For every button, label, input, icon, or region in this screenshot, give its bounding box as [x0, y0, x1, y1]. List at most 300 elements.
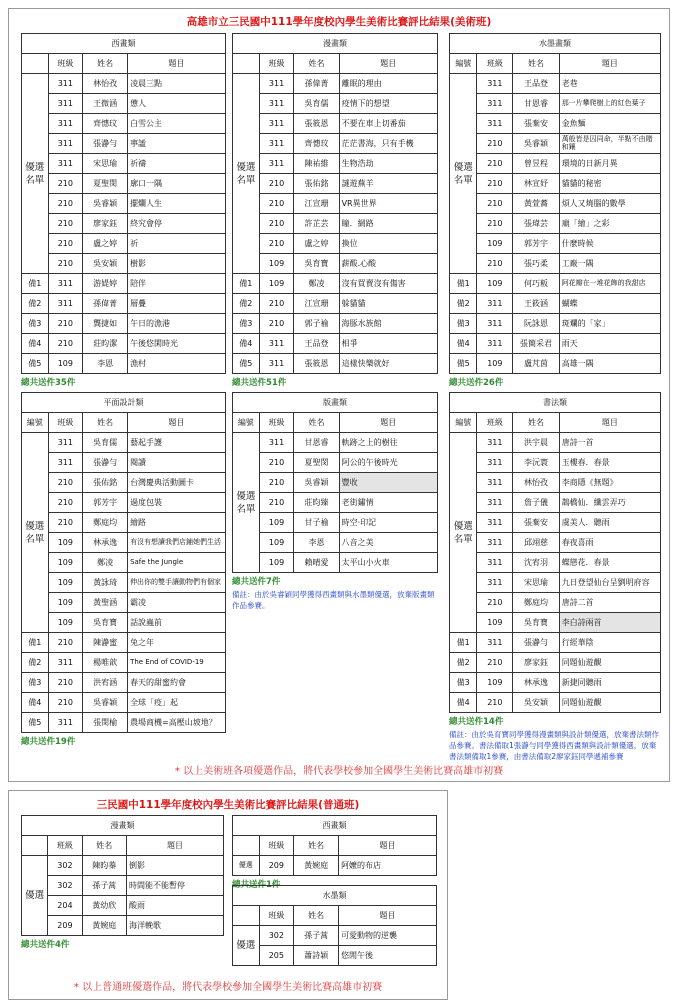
name-cell: 黃聖涵 [83, 593, 128, 613]
name-cell: 曾昱程 [513, 154, 559, 174]
class-cell: 210 [259, 294, 294, 314]
column-header: 題目 [127, 836, 224, 856]
class-cell: 311 [477, 433, 513, 453]
table-row [450, 693, 661, 713]
name-cell: 孫偉菁 [294, 74, 339, 94]
column-header: 班級 [259, 413, 294, 433]
alternate-number: 備4 [22, 334, 49, 354]
title-cell: 藝起手護 [128, 433, 226, 453]
table-row [233, 174, 438, 194]
results-table [21, 392, 226, 733]
name-cell: 齊憓玟 [294, 134, 339, 154]
group-label: 優選名單 [22, 433, 49, 633]
class-cell: 210 [48, 473, 83, 493]
section-shuimo [449, 33, 661, 388]
table-row [22, 916, 224, 936]
alternate-number: 備1 [22, 633, 49, 653]
regular-section-shuimo [232, 885, 437, 966]
table-row [233, 553, 438, 573]
class-cell: 311 [48, 114, 83, 134]
title-cell: 繪路 [128, 513, 226, 533]
class-cell: 311 [48, 94, 83, 114]
name-cell: 吳育寶 [513, 613, 559, 633]
name-cell: 張巧柔 [513, 254, 559, 274]
title-cell: 酸雨 [127, 896, 224, 916]
name-cell: 郭芳宇 [83, 493, 128, 513]
class-cell: 311 [477, 314, 513, 334]
table-row [233, 433, 438, 453]
table-row [22, 354, 226, 374]
category-name: 水墨類 [233, 886, 437, 906]
title-cell: 那一片攀爬樹上的紅色葉子 [559, 94, 660, 114]
column-header: 編號 [450, 54, 477, 74]
table-row [233, 234, 438, 254]
column-header: 姓名 [82, 836, 126, 856]
table-row [450, 593, 661, 613]
title-cell: 行經華陰 [559, 633, 660, 653]
name-cell: 盧芃茵 [513, 354, 559, 374]
name-cell: 吳育儒 [83, 433, 128, 453]
section-shufa [449, 392, 661, 762]
name-cell: 陳昀蓁 [82, 856, 126, 876]
results-table [232, 392, 438, 573]
name-cell: 孫子蒿 [82, 876, 126, 896]
title-cell: 倒影 [127, 856, 224, 876]
regular-section-xihua [232, 815, 437, 890]
class-cell: 109 [48, 354, 83, 374]
regular-class-footer: * 以上普通班優選作品，將代表學校參加全國學生美術比賽高雄市初賽 [73, 982, 383, 993]
title-cell: 兔之年 [128, 633, 226, 653]
class-cell: 109 [477, 673, 513, 693]
class-cell: 302 [259, 926, 294, 946]
table-row [233, 354, 438, 374]
table-row [450, 433, 661, 453]
name-cell: 郭芳宇 [513, 234, 559, 254]
column-header [233, 54, 260, 74]
class-cell: 210 [48, 673, 83, 693]
table-row [233, 114, 438, 134]
name-cell: 詹子儀 [513, 493, 559, 513]
column-header: 姓名 [513, 413, 559, 433]
class-cell: 205 [259, 946, 294, 966]
title-cell: 海洋輓歌 [127, 916, 224, 936]
name-cell: 甘恩睿 [513, 94, 559, 114]
table-row [233, 274, 438, 294]
title-cell: The End of COVID-19 [128, 653, 226, 673]
table-row [450, 453, 661, 473]
title-cell: 蝴蝶 [559, 294, 660, 314]
column-header: 班級 [259, 54, 294, 74]
alternate-number: 備3 [22, 673, 49, 693]
title-cell: 雨天 [559, 334, 660, 354]
title-cell: 這樣快樂就好 [339, 354, 437, 374]
art-class-footer: * 以上美術班各項優選作品，將代表學校參加全國學生美術比賽高雄市初賽 [174, 766, 504, 777]
title-cell: 謎遊蕪羊 [339, 174, 437, 194]
total-count: 總共送件51件 [232, 378, 287, 388]
class-cell: 210 [477, 174, 513, 194]
name-cell: 張棄安 [513, 114, 559, 134]
table-row [22, 633, 226, 653]
table-row [450, 314, 661, 334]
name-cell: 陳瀞蜜 [83, 633, 128, 653]
name-cell: 賴晴愛 [294, 553, 339, 573]
class-cell: 210 [477, 214, 513, 234]
name-cell: 黃萱蕎 [513, 194, 559, 214]
category-name: 西畫類 [233, 816, 437, 836]
table-row [22, 274, 226, 294]
group-label: 優選名單 [233, 74, 260, 274]
table-row [450, 533, 661, 553]
total-count: 總共送件26件 [449, 378, 504, 388]
name-cell: 吳安穎 [83, 254, 128, 274]
name-cell: 吳育儒 [294, 94, 339, 114]
class-cell: 210 [48, 314, 83, 334]
class-cell: 209 [259, 856, 294, 876]
title-cell: 躲貓貓 [339, 294, 437, 314]
column-header: 班級 [48, 413, 83, 433]
title-cell: 同題仙遊觀 [559, 693, 660, 713]
class-cell: 210 [48, 334, 83, 354]
class-cell: 311 [477, 493, 513, 513]
results-table [449, 392, 661, 713]
class-cell: 210 [477, 593, 513, 613]
title-cell: 憊人 [128, 94, 226, 114]
title-cell: 祈 [128, 234, 226, 254]
name-cell: 林怡孜 [83, 74, 128, 94]
column-header [22, 836, 48, 856]
total-count: 總共送件4件 [21, 940, 70, 950]
total-count: 總共送件19件 [21, 737, 76, 747]
title-cell: 換位 [339, 234, 437, 254]
column-header: 班級 [259, 906, 294, 926]
class-cell: 311 [48, 294, 83, 314]
table-row [450, 294, 661, 314]
table-row [450, 553, 661, 573]
name-cell: 沈宥羽 [513, 553, 559, 573]
class-cell: 210 [477, 134, 513, 154]
column-header: 班級 [477, 413, 513, 433]
column-header: 姓名 [83, 54, 128, 74]
table-row [233, 154, 438, 174]
table-row [450, 214, 661, 234]
table-row [450, 114, 661, 134]
class-cell: 311 [259, 94, 294, 114]
name-cell: 阮詠恩 [513, 314, 559, 334]
title-cell: 斑斕的「家」 [559, 314, 660, 334]
title-cell: 太平山小火車 [339, 553, 437, 573]
name-cell: 莊昀臻 [294, 493, 339, 513]
title-cell: 生物浩劫 [339, 154, 437, 174]
table-row [450, 194, 661, 214]
alternate-number: 備1 [450, 274, 477, 294]
title-cell: 沒有買賣沒有傷害 [339, 274, 437, 294]
class-cell: 109 [48, 593, 83, 613]
results-table [21, 815, 224, 936]
title-cell: 唐詩二首 [559, 593, 660, 613]
class-cell: 109 [477, 274, 513, 294]
class-cell: 210 [48, 254, 83, 274]
table-row [22, 114, 226, 134]
table-row [233, 134, 438, 154]
alternate-number: 備5 [22, 354, 49, 374]
title-cell: 漁村 [128, 354, 226, 374]
art-class-title: 高雄市立三民國中111學年度校內學生美術比賽評比結果(美術班) [186, 16, 492, 28]
title-cell: 有沒有想讀我們店鋪她們生活 [128, 533, 226, 553]
table-row [233, 74, 438, 94]
title-cell: 唐詩一首 [559, 433, 660, 453]
name-cell: 游媞婷 [83, 274, 128, 294]
class-cell: 311 [477, 74, 513, 94]
name-cell: 宋思瑜 [513, 573, 559, 593]
title-cell: 鵲橋仙．纖雲弄巧 [559, 493, 660, 513]
category-name: 書法類 [450, 393, 661, 413]
title-cell: 李白詩兩首 [559, 613, 660, 633]
class-cell: 210 [477, 653, 513, 673]
title-cell: 樹影 [128, 254, 226, 274]
name-cell: 李恩 [83, 354, 128, 374]
results-table [232, 885, 437, 966]
name-cell: 張佑銘 [294, 174, 339, 194]
name-cell: 張瀞勻 [83, 453, 128, 473]
table-row [450, 274, 661, 294]
name-cell: 張閔榆 [83, 713, 128, 733]
class-cell: 210 [477, 254, 513, 274]
name-cell: 吳睿穎 [83, 693, 128, 713]
alternate-number: 備3 [22, 314, 49, 334]
table-row [22, 493, 226, 513]
title-cell: 軌跡之上的樹往 [339, 433, 437, 453]
title-cell: 台灣慶典活動圖卡 [128, 473, 226, 493]
column-header: 題目 [128, 413, 226, 433]
results-table [232, 33, 438, 374]
table-row [22, 693, 226, 713]
title-cell: 環境的日新月異 [559, 154, 660, 174]
table-row [22, 74, 226, 94]
alternate-number: 備4 [450, 693, 477, 713]
class-cell: 311 [477, 94, 513, 114]
table-row [233, 314, 438, 334]
column-header: 題目 [339, 413, 437, 433]
name-cell: 鄭凌 [294, 274, 339, 294]
alternate-number: 備4 [450, 334, 477, 354]
title-cell: 疫情下的想望 [339, 94, 437, 114]
table-row [22, 94, 226, 114]
name-cell: 張棄安 [513, 513, 559, 533]
remark-note: 備註：由於吳育寶同學獲得漫畫類與設計類優選，放棄書法類作品參賽。書法備取1張瀞勻同學獲得西畫類與設計類優選，放棄書法類備取1參賽，由書法備取2廖家鈺同學遞補參賽 [449, 730, 659, 761]
title-cell: 終究會停 [128, 214, 226, 234]
class-cell: 209 [48, 916, 82, 936]
name-cell: 許芷芸 [294, 214, 339, 234]
title-cell: 虞美人．聽雨 [559, 513, 660, 533]
column-header: 題目 [339, 906, 437, 926]
table-row [450, 513, 661, 533]
class-cell: 210 [259, 453, 294, 473]
title-cell: 工廠一隅 [559, 254, 660, 274]
name-cell: 王品登 [294, 334, 339, 354]
name-cell: 李沅寰 [513, 453, 559, 473]
section-banhua [232, 392, 438, 611]
category-name: 漫畫類 [22, 816, 224, 836]
class-cell: 311 [477, 334, 513, 354]
name-cell: 李恩 [294, 533, 339, 553]
name-cell: 甘子褕 [294, 513, 339, 533]
class-cell: 204 [48, 896, 82, 916]
column-header: 題目 [559, 54, 660, 74]
title-cell: 新捷同聽雨 [559, 673, 660, 693]
name-cell: 蕭詩穎 [294, 946, 339, 966]
alternate-number: 備5 [450, 354, 477, 374]
table-row [233, 194, 438, 214]
title-cell: 全球「疫」起 [128, 693, 226, 713]
column-header: 題目 [559, 413, 660, 433]
class-cell: 109 [48, 553, 83, 573]
table-row [22, 513, 226, 533]
name-cell: 江宣珊 [294, 194, 339, 214]
table-row [450, 134, 661, 154]
class-cell: 109 [48, 573, 83, 593]
title-cell: 九日登望仙台呈劉明府容 [559, 573, 660, 593]
class-cell: 311 [48, 433, 83, 453]
results-table [232, 815, 437, 876]
class-cell: 311 [259, 74, 294, 94]
group-label: 優選 [22, 856, 48, 936]
table-row [233, 294, 438, 314]
title-cell: 八音之美 [339, 533, 437, 553]
class-cell: 311 [48, 653, 83, 673]
class-cell: 311 [259, 114, 294, 134]
table-row [233, 533, 438, 553]
table-row [22, 673, 226, 693]
class-cell: 210 [477, 194, 513, 214]
table-row [22, 613, 226, 633]
class-cell: 109 [48, 613, 83, 633]
class-cell: 109 [259, 274, 294, 294]
table-row [450, 473, 661, 493]
name-cell: 王筱涵 [513, 294, 559, 314]
table-row [22, 553, 226, 573]
group-label: 優選 [233, 856, 260, 876]
table-row [22, 254, 226, 274]
table-row [233, 513, 438, 533]
name-cell: 何巧粄 [513, 274, 559, 294]
column-header: 姓名 [294, 906, 339, 926]
class-cell: 210 [259, 174, 294, 194]
title-cell: 阿嬤的布店 [339, 856, 437, 876]
table-row [450, 493, 661, 513]
class-cell: 109 [477, 613, 513, 633]
name-cell: 吳育寶 [294, 254, 339, 274]
class-cell: 210 [48, 214, 83, 234]
name-cell: 洪宥涵 [83, 673, 128, 693]
name-cell: 黃婉庭 [82, 916, 126, 936]
title-cell: 農場商機=高壓山坡地？ [128, 713, 226, 733]
class-cell: 311 [48, 453, 83, 473]
class-cell: 109 [259, 553, 294, 573]
title-cell: 春天的甜蜜約會 [128, 673, 226, 693]
table-row [22, 653, 226, 673]
title-cell: 同題仙遊觀 [559, 653, 660, 673]
regular-section-manhua [21, 815, 224, 950]
class-cell: 210 [259, 214, 294, 234]
category-name: 西畫類 [22, 34, 226, 54]
title-cell: 離眠的理由 [339, 74, 437, 94]
title-cell: 凌晨三點 [128, 74, 226, 94]
title-cell: 廟「繪」之彩 [559, 214, 660, 234]
class-cell: 210 [48, 693, 83, 713]
table-row [450, 154, 661, 174]
class-cell: 210 [48, 194, 83, 214]
title-cell: 薪酸.心酸 [339, 254, 437, 274]
table-row [22, 314, 226, 334]
table-row [233, 493, 438, 513]
table-row [22, 896, 224, 916]
table-row [233, 856, 437, 876]
class-cell: 311 [477, 114, 513, 134]
alternate-number: 備3 [450, 673, 477, 693]
alternate-number: 備2 [450, 294, 477, 314]
table-row [233, 254, 438, 274]
alternate-number: 備1 [450, 633, 477, 653]
group-label: 優選名單 [450, 74, 477, 274]
category-name: 漫畫類 [233, 34, 438, 54]
title-cell: VR異世界 [339, 194, 437, 214]
name-cell: 吳安穎 [513, 693, 559, 713]
name-cell: 鄭庭均 [83, 513, 128, 533]
title-cell: 午後悠閑時光 [128, 334, 226, 354]
name-cell: 張瑋芸 [513, 214, 559, 234]
category-name: 版畫類 [233, 393, 438, 413]
column-header: 編號 [233, 413, 260, 433]
title-cell: 李商隱《無題》 [559, 473, 660, 493]
name-cell: 林宣妤 [513, 174, 559, 194]
results-table [21, 33, 226, 374]
class-cell: 311 [259, 433, 294, 453]
class-cell: 109 [48, 533, 83, 553]
name-cell: 張瀞勻 [83, 134, 128, 154]
table-row [450, 174, 661, 194]
section-manhua [232, 33, 438, 388]
table-row [450, 254, 661, 274]
table-row [22, 593, 226, 613]
name-cell: 黃幼欣 [82, 896, 126, 916]
name-cell: 廖家鈺 [83, 214, 128, 234]
class-cell: 311 [259, 154, 294, 174]
column-header: 題目 [128, 54, 226, 74]
title-cell: 海豚水族館 [339, 314, 437, 334]
class-cell: 109 [477, 354, 513, 374]
alternate-number: 備2 [233, 294, 260, 314]
title-cell: 話說蟲前 [128, 613, 226, 633]
name-cell: 邱翊慈 [513, 533, 559, 553]
table-row [22, 154, 226, 174]
name-cell: 黃婉庭 [294, 856, 339, 876]
title-cell: 貓貓的秘密 [559, 174, 660, 194]
name-cell: 吳睿穎 [294, 473, 339, 493]
name-cell: 吳睿穎 [513, 134, 559, 154]
title-cell: 茫茫書海，只有手機 [339, 134, 437, 154]
category-name: 水墨畫類 [450, 34, 661, 54]
name-cell: 林承逸 [83, 533, 128, 553]
column-header: 姓名 [294, 413, 339, 433]
alternate-number: 備4 [233, 334, 260, 354]
title-cell: 擺爛人生 [128, 194, 226, 214]
table-row [22, 433, 226, 453]
column-header [233, 836, 260, 856]
group-label: 優選名單 [450, 433, 477, 633]
column-header: 題目 [339, 54, 437, 74]
class-cell: 311 [259, 134, 294, 154]
title-cell: 高雄一隅 [559, 354, 660, 374]
